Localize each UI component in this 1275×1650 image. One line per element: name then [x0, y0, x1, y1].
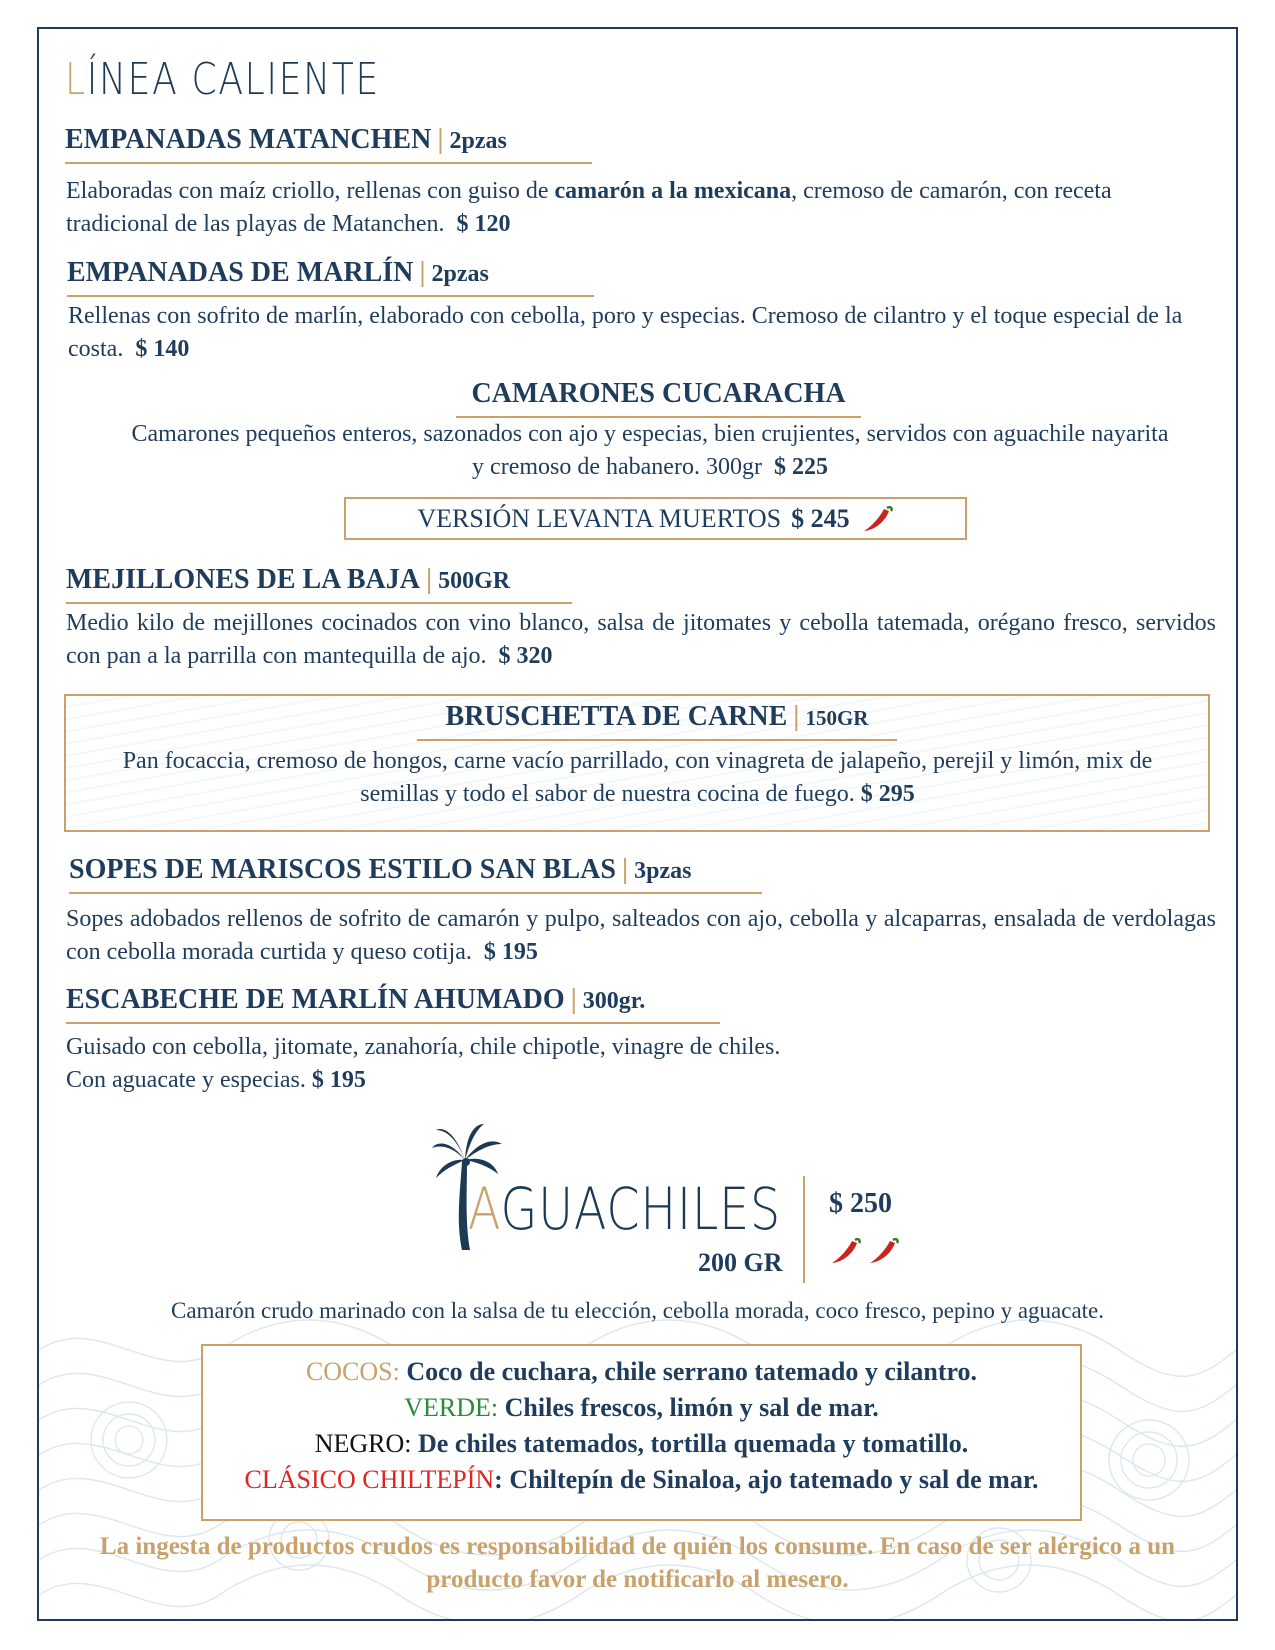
item-price: $ 320: [498, 643, 553, 669]
aguachiles-weight: 200 GR: [698, 1248, 783, 1277]
option-text: : Chiltepín de Sinaloa, ajo tatemado y sal de mar.: [494, 1465, 1039, 1494]
item-heading-bruschetta: [417, 702, 897, 741]
chili-pepper-icon: [866, 1236, 900, 1266]
aguachiles-options-box: [201, 1344, 1082, 1521]
item-price: $ 225: [773, 454, 828, 480]
item-heading-mejillones: [66, 565, 572, 604]
item-description-mejillones: [66, 607, 1216, 673]
version-levanta-muertos-box: [344, 497, 967, 540]
option-name: COCOS:: [305, 1357, 400, 1386]
item-separator: |: [425, 564, 433, 595]
item-description-escabeche-marlin: [66, 1031, 1216, 1097]
option-negro: [203, 1426, 1080, 1462]
item-quantity: 2pzas: [431, 261, 489, 287]
aguachiles-title-initial: A: [468, 1175, 501, 1243]
option-name: VERDE:: [404, 1393, 499, 1422]
item-heading-empanadas-matanchen: [65, 125, 592, 164]
item-name: ESCABECHE DE MARLÍN AHUMADO: [66, 984, 565, 1015]
description-text-end: , cremoso de camarón, con receta tradicional de las playas de Matanchen.: [66, 178, 1112, 237]
item-separator: |: [419, 257, 426, 288]
item-quantity: 2pzas: [449, 128, 507, 154]
description-text: Camarones pequeños enteros, sazonados con ajo y especias, bien crujientes, servidos con aguachile nayarita y cremoso de habanero. 300gr: [131, 421, 1169, 480]
item-name: MEJILLONES DE LA BAJA: [66, 564, 420, 595]
option-text: Coco de cuchara, chile serrano tatemado y cilantro.: [399, 1357, 978, 1386]
item-price: $ 195: [311, 1067, 366, 1093]
aguachiles-description: Camarón crudo marinado con la salsa de tu elección, cebolla morada, coco fresco, pepino y aguacate.: [170, 1298, 1105, 1323]
option-name: NEGRO:: [314, 1429, 412, 1458]
item-separator: |: [570, 984, 577, 1015]
option-cocos: [203, 1354, 1080, 1390]
section-title-rest: ÍNEA CALIENTE: [86, 54, 380, 105]
version-label: VERSIÓN LEVANTA MUERTOS: [417, 503, 782, 533]
item-heading-camarones-cucaracha: [456, 379, 861, 418]
item-price: $ 295: [860, 781, 915, 807]
item-name: SOPES DE MARISCOS ESTILO SAN BLAS: [69, 854, 616, 885]
option-text: Chiles frescos, limón y sal de mar.: [498, 1393, 879, 1422]
item-description-bruschetta: [85, 745, 1190, 811]
aguachiles-divider: [803, 1176, 805, 1283]
aguachiles-spice-level: [828, 1236, 900, 1266]
item-name: BRUSCHETTA DE CARNE: [445, 701, 788, 732]
item-quantity: 500GR: [438, 568, 511, 594]
chili-pepper-icon: [860, 504, 894, 534]
description-line-2: [66, 1064, 1216, 1097]
item-price: $ 195: [483, 939, 538, 965]
item-separator: |: [621, 854, 629, 885]
description-text: Sopes adobados rellenos de sofrito de camarón y pulpo, salteados con ajo, cebolla y alcaparras, ensalada de verdolagas con cebolla morada curtida y queso cotija.: [66, 906, 1216, 965]
item-heading-empanadas-marlin: [67, 258, 594, 297]
option-clasico-chiltepin: [203, 1462, 1080, 1498]
item-heading-sopes-mariscos: [69, 855, 762, 894]
version-price: $ 245: [791, 503, 850, 533]
item-name: EMPANADAS DE MARLÍN: [67, 257, 414, 288]
item-separator: |: [437, 124, 444, 155]
aguachiles-title-rest: GUACHILES: [500, 1175, 782, 1243]
option-verde: [203, 1390, 1080, 1426]
item-description-empanadas-marlin: [68, 300, 1218, 366]
item-name: EMPANADAS MATANCHEN: [65, 124, 432, 155]
description-line-1: Guisado con cebolla, jitomate, zanahoría, chile chipotle, vinagre de chiles.: [66, 1034, 781, 1060]
description-highlight: camarón a la mexicana: [554, 178, 792, 204]
item-description-empanadas-matanchen: [66, 175, 1216, 241]
item-quantity: 150GR: [805, 706, 869, 730]
item-name: CAMARONES CUCARACHA: [471, 378, 846, 409]
item-quantity: 300gr.: [582, 988, 646, 1014]
option-text: De chiles tatemados, tortilla quemada y tomatillo.: [411, 1429, 969, 1458]
item-quantity: 3pzas: [634, 858, 692, 884]
description-text: Pan focaccia, cremoso de hongos, carne vacío parrillado, con vinagreta de jalapeño, perejil y limón, mix de semillas y todo el sabor de nuestra cocina de fuego.: [122, 748, 1153, 807]
aguachiles-title: [468, 1175, 782, 1243]
description-text: Rellenas con sofrito de marlín, elaborado con cebolla, poro y especias. Cremoso de cilantro y el toque especial de la costa.: [68, 303, 1183, 362]
item-separator: |: [793, 701, 800, 732]
description-text: Elaboradas con maíz criollo, rellenas con guiso de: [66, 178, 555, 204]
item-price: $ 120: [456, 211, 511, 237]
option-name: CLÁSICO CHILTEPÍN: [244, 1465, 495, 1494]
section-title: [65, 54, 380, 105]
raw-food-disclaimer: La ingesta de productos crudos es responsabilidad de quién los consume. En caso de ser alérgico a un producto favor de notificarlo al mesero.: [99, 1533, 1176, 1593]
description-line-2-text: Con aguacate y especias.: [66, 1067, 306, 1093]
section-title-initial: L: [65, 54, 87, 105]
item-heading-escabeche-marlin: [66, 985, 720, 1024]
item-description-camarones-cucaracha: [125, 418, 1175, 484]
chili-pepper-icon: [828, 1236, 862, 1266]
aguachiles-price: $ 250: [829, 1188, 892, 1219]
item-description-sopes-mariscos: [66, 903, 1216, 969]
description-text: Medio kilo de mejillones cocinados con vino blanco, salsa de jitomates y cebolla tatemada, orégano fresco, servidos con pan a la parrilla con mantequilla de ajo.: [66, 610, 1216, 669]
item-price: $ 140: [135, 336, 190, 362]
